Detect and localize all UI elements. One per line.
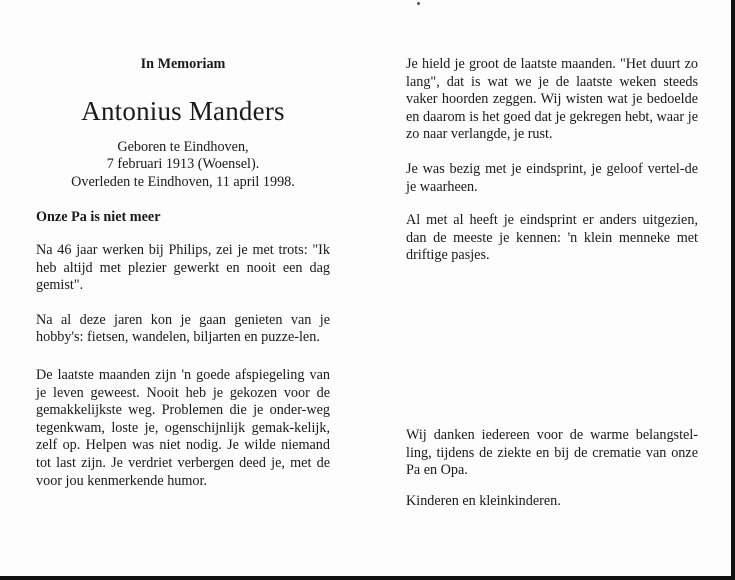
- memoriam-heading: In Memoriam: [140, 56, 226, 72]
- paragraph-philips: Na 46 jaar werken bij Philips, zei je met trots: "Ik heb altijd met plezier gewerkt en nooit een dag gemist".: [36, 241, 330, 294]
- paragraph-held-strong: Je hield je groot de laatste maanden. "Het duurt zo lang", dat is wat we je de laatste weken steeds vaker hoorden zeggen. Wij wisten wat je bedoelde en daarom is het goed dat je gekregen hebt, waar je zo naar verlangde, je rust.: [406, 56, 698, 143]
- birth-line: Geboren te Eindhoven,: [117, 138, 249, 155]
- paragraph-last-months: De laatste maanden zijn 'n goede afspiegeling van je leven geweest. Nooit heb je gekozen voor de gemakkelijkste weg. Problemen die je onder-weg tegenkwam, loste je, ogenschijnlijk gemak-kelijk, zelf op. Helpen was niet nodig. Je wilde niemand tot last zijn. Je verdriet verbergen deed je, met de voor jou kenmerkende humor.: [36, 366, 330, 489]
- deceased-name: Antonius Manders: [81, 95, 285, 126]
- death-line: Overleden te Eindhoven, 11 april 1998.: [71, 173, 295, 190]
- scan-edge-bottom: [0, 576, 735, 580]
- right-column: [406, 56, 698, 265]
- paragraph-hobbies: Na al deze jaren kon je gaan genieten van je hobby's: fietsen, wandelen, biljarten en puzze-len.: [36, 311, 330, 346]
- left-column: [36, 56, 330, 490]
- birth-date-line: 7 februari 1913 (Woensel).: [106, 156, 260, 173]
- signature-text: Kinderen en kleinkinderen.: [406, 492, 561, 509]
- print-speck: [417, 2, 420, 5]
- thanks-block: [406, 427, 698, 510]
- thanks-text: Wij danken iedereen voor de warme belangstel-ling, tijdens de ziekte en bij de crematie van onze Pa en Opa.: [406, 427, 698, 479]
- section-subheading: Onze Pa is niet meer: [36, 209, 161, 226]
- scan-edge-right: [731, 0, 735, 580]
- paragraph-short-steps: Al met al heeft je eindsprint er anders uitgezien, dan de meeste je kennen: 'n klein menneke met driftige pasjes.: [406, 212, 698, 264]
- paragraph-final-sprint: Je was bezig met je eindsprint, je geloof vertel-de je waarheen.: [406, 160, 698, 195]
